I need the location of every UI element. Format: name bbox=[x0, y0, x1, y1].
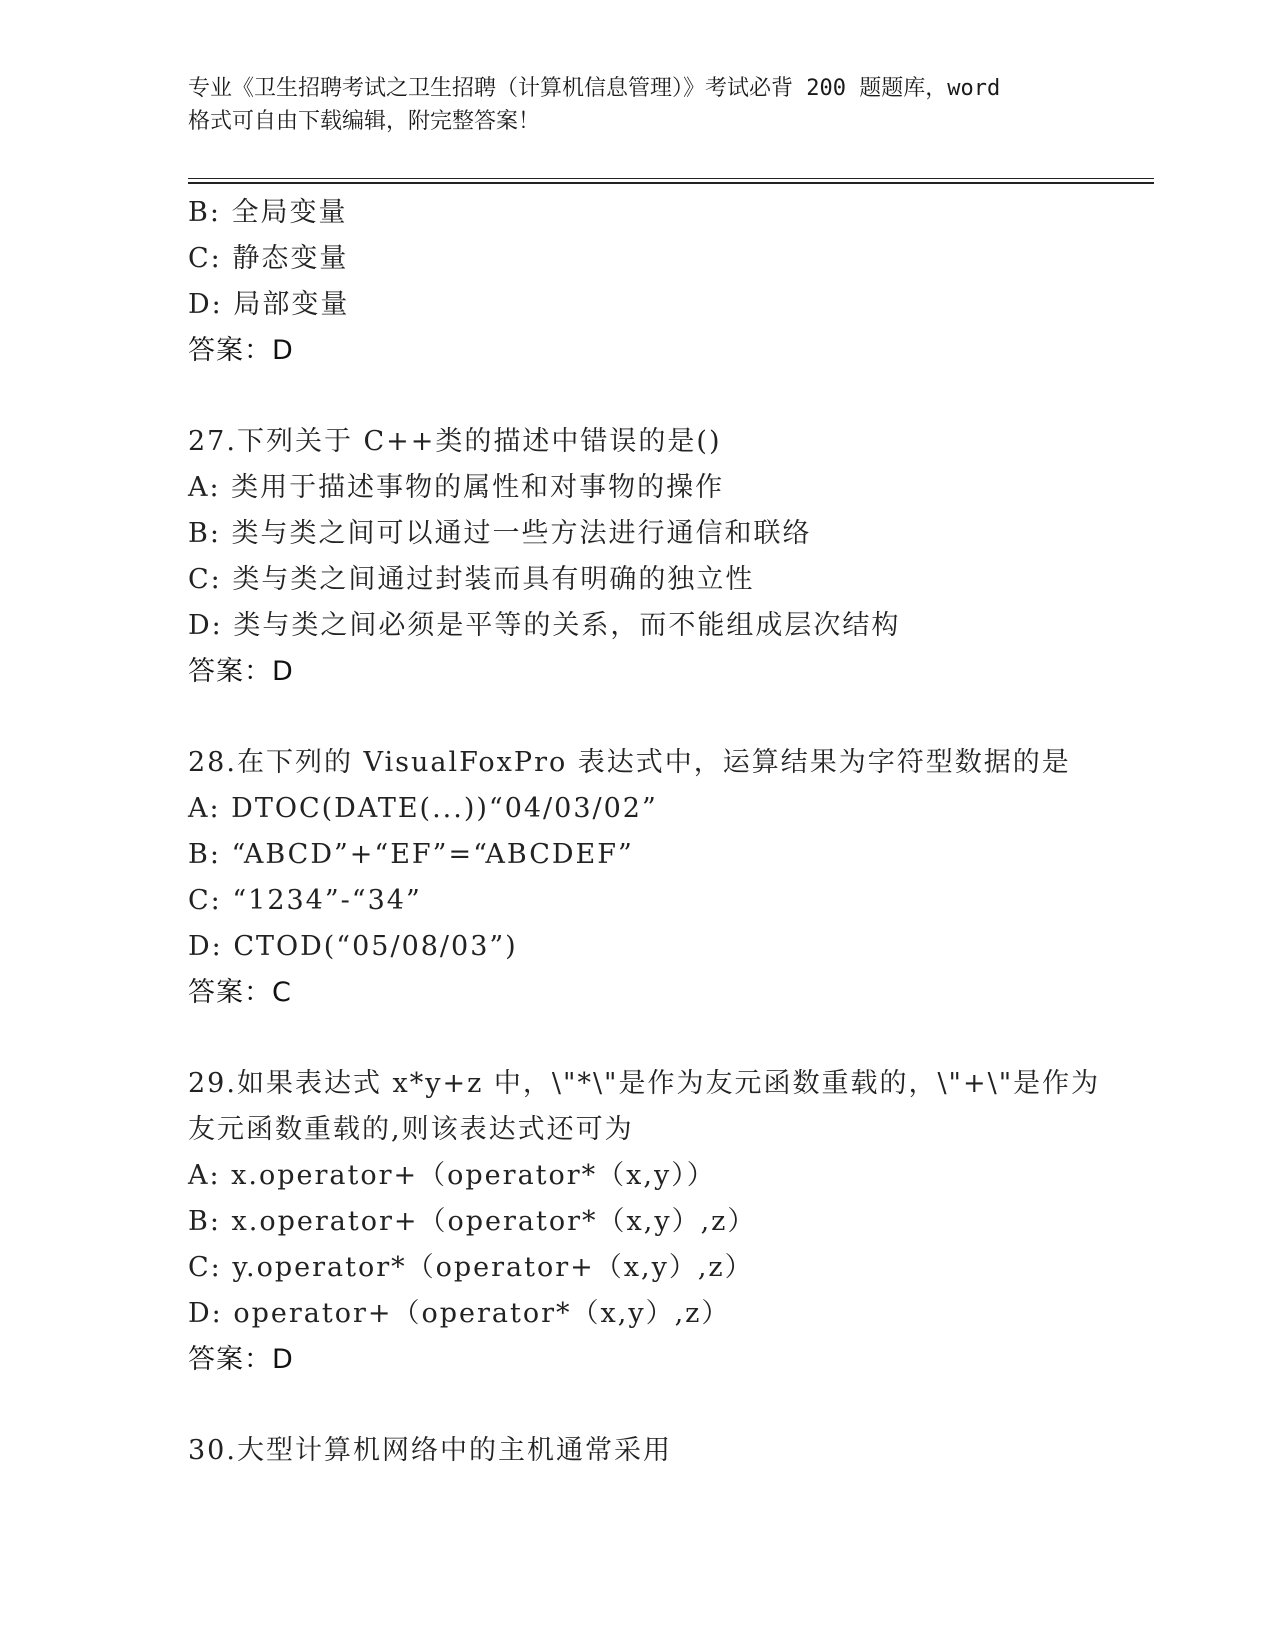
question-29 bbox=[188, 1061, 1148, 1383]
option-a: A: x.operator+（operator*（x,y）） bbox=[188, 1160, 716, 1191]
option-d: D: 局部变量 bbox=[188, 289, 350, 320]
header-line-2: 格式可自由下载编辑，附完整答案！ bbox=[188, 109, 541, 134]
option-a: A: 类用于描述事物的属性和对事物的操作 bbox=[188, 472, 725, 503]
header-divider-thin bbox=[188, 178, 1154, 179]
option-a: A: DTOC(DATE(...))“04/03/02” bbox=[188, 793, 658, 824]
question-stem-line-2: 友元函数重载的,则该表达式还可为 bbox=[188, 1114, 634, 1145]
answer-line: 答案：C bbox=[188, 977, 292, 1008]
option-b: B: “ABCD”+“EF”=“ABCDEF” bbox=[188, 839, 634, 870]
header-divider-thick bbox=[188, 182, 1154, 184]
document-header bbox=[188, 72, 1088, 138]
question-stem: 28.在下列的 VisualFoxPro 表达式中，运算结果为字符型数据的是 bbox=[188, 747, 1071, 778]
spacer bbox=[188, 1383, 1148, 1428]
option-c: C: 类与类之间通过封装而具有明确的独立性 bbox=[188, 564, 755, 595]
option-b: B: x.operator+（operator*（x,y）,z） bbox=[188, 1206, 757, 1237]
question-stem-line-1: 29.如果表达式 x*y+z 中，\"*\"是作为友元函数重载的，\"+\"是作为 bbox=[188, 1068, 1101, 1099]
question-stem: 30.大型计算机网络中的主机通常采用 bbox=[188, 1435, 672, 1466]
answer-line: 答案：D bbox=[188, 1344, 294, 1375]
header-line-1: 专业《卫生招聘考试之卫生招聘（计算机信息管理）》考试必背 200 题题库，word bbox=[188, 76, 1001, 101]
question-28 bbox=[188, 740, 1148, 1016]
option-d: D: CTOD(“05/08/03”) bbox=[188, 931, 518, 962]
option-c: C: y.operator*（operator+（x,y）,z） bbox=[188, 1252, 754, 1283]
option-b: B: 全局变量 bbox=[188, 197, 348, 228]
option-b: B: 类与类之间可以通过一些方法进行通信和联络 bbox=[188, 518, 812, 549]
option-c: C: 静态变量 bbox=[188, 243, 349, 274]
question-30 bbox=[188, 1428, 1148, 1474]
question-26-continued bbox=[188, 190, 1148, 374]
option-c: C: “1234”-“34” bbox=[188, 885, 422, 916]
question-stem: 27.下列关于 C++类的描述中错误的是() bbox=[188, 426, 722, 457]
question-27 bbox=[188, 419, 1148, 695]
answer-line: 答案：D bbox=[188, 335, 294, 366]
spacer bbox=[188, 374, 1148, 419]
option-d: D: operator+（operator*（x,y）,z） bbox=[188, 1298, 731, 1329]
spacer bbox=[188, 1016, 1148, 1061]
question-list bbox=[188, 190, 1148, 1474]
spacer bbox=[188, 695, 1148, 740]
answer-line: 答案：D bbox=[188, 656, 294, 687]
option-d: D: 类与类之间必须是平等的关系，而不能组成层次结构 bbox=[188, 610, 901, 641]
